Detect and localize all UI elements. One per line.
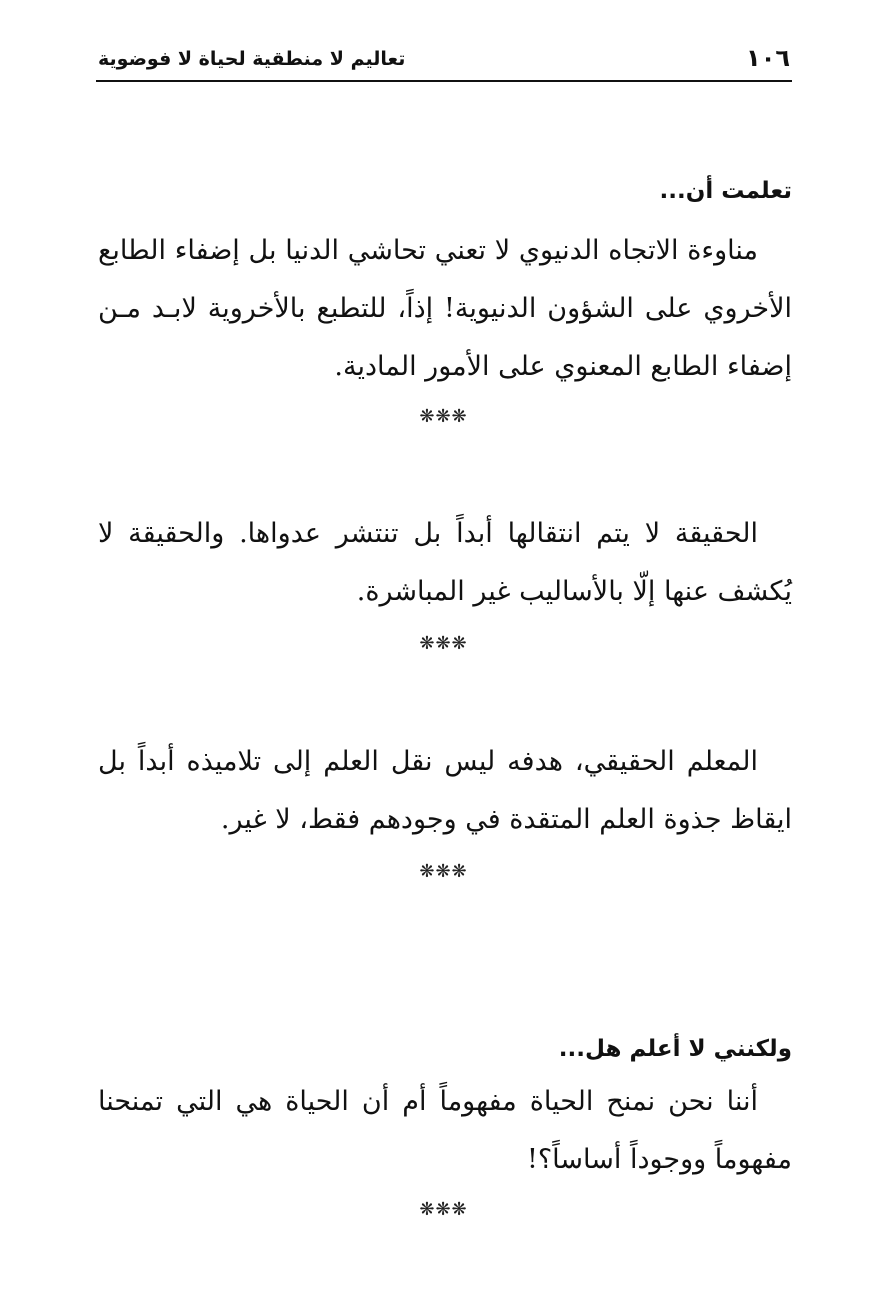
paragraph: مناوءة الاتجاه الدنيوي لا تعني تحاشي الدنيا بل إضفاء الطابع الأخروي على الشؤون الدنيوية! إذاً، للتطبع بالأخروية لابـد مـن إضفاء الطابع المعنوي على الأمور المادية. xyxy=(98,235,792,382)
section-separator: ❋❋❋ xyxy=(419,1199,468,1220)
section-heading: تعلمت أن... xyxy=(659,178,792,204)
section-separator: ❋❋❋ xyxy=(419,406,468,427)
paragraph: أننا نحن نمنح الحياة مفهوماً أم أن الحياة هي التي تمنحنا مفهوماً ووجوداً أساساً؟! xyxy=(98,1086,792,1175)
page-number: ١٠٦ xyxy=(746,44,790,72)
section-body xyxy=(98,222,792,396)
section-heading: ولكنني لا أعلم هل... xyxy=(558,1036,792,1062)
section-body xyxy=(98,733,792,849)
page-header xyxy=(96,40,792,82)
section-body xyxy=(98,1073,792,1189)
running-title: تعاليم لا منطقية لحياة لا فوضوية xyxy=(98,48,406,70)
section-body xyxy=(98,505,792,621)
section-separator: ❋❋❋ xyxy=(419,861,468,882)
paragraph: المعلم الحقيقي، هدفه ليس نقل العلم إلى تلاميذه أبداً بل ايقاظ جذوة العلم المتقدة في وجودهم فقط، لا غير. xyxy=(98,746,792,835)
paragraph: الحقيقة لا يتم انتقالها أبداً بل تنتشر عدواها. والحقيقة لا يُكشف عنها إلّا بالأساليب غير المباشرة. xyxy=(98,518,792,607)
section-separator: ❋❋❋ xyxy=(419,633,468,654)
